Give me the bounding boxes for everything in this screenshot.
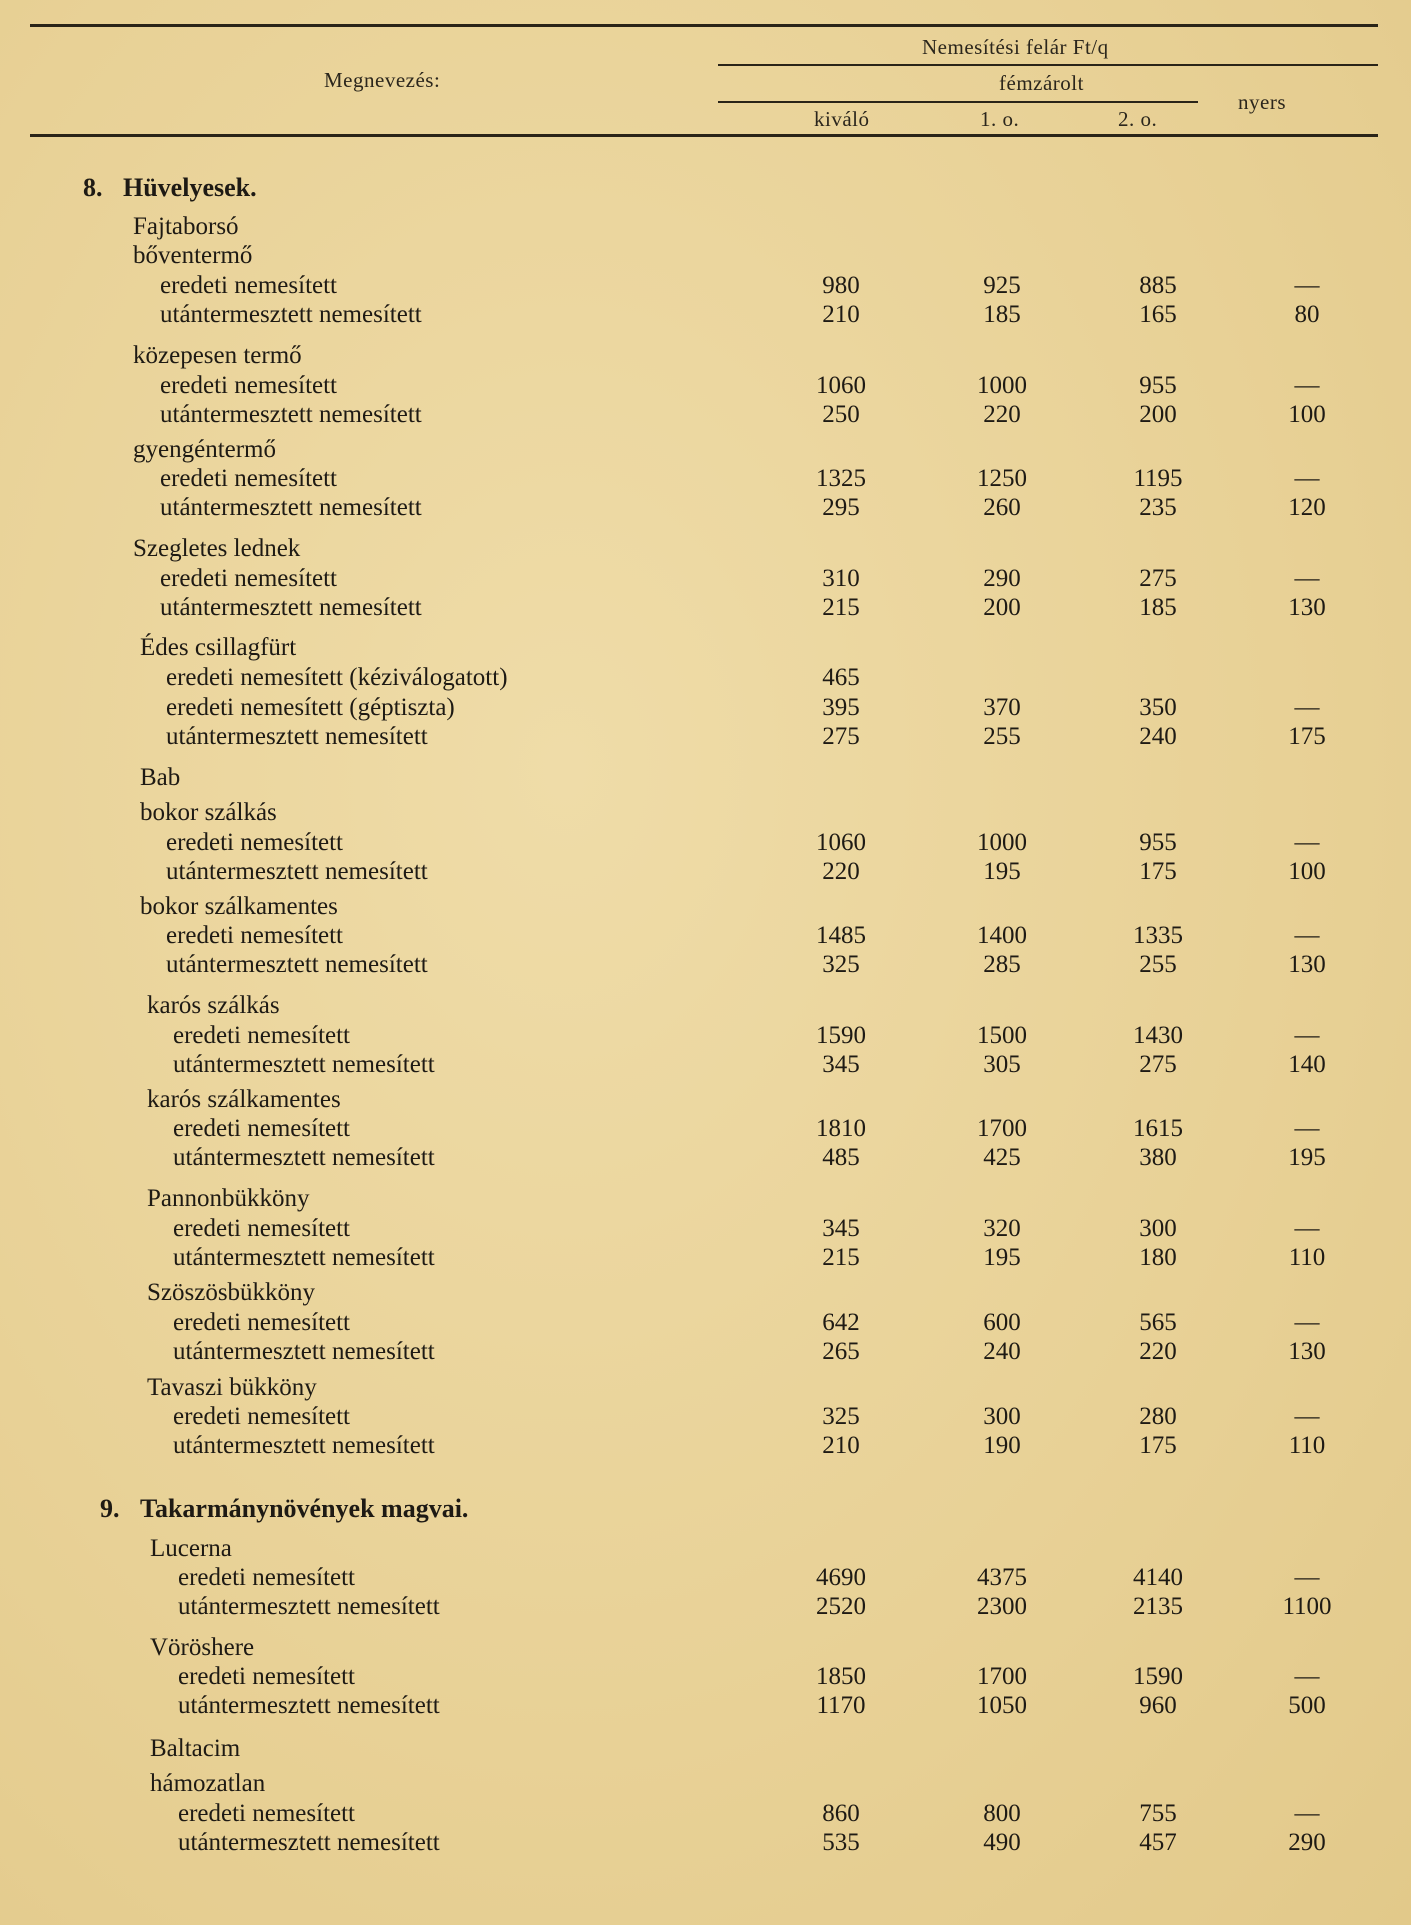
value-kivalo: 485: [822, 1144, 860, 1171]
table-row: [0, 1244, 1411, 1274]
header-nyers: nyers: [1238, 90, 1286, 114]
table-row: [0, 664, 1411, 694]
value-nyers: —: [1294, 1215, 1320, 1242]
value-nyers: —: [1294, 1800, 1320, 1827]
table-row: [0, 1185, 1411, 1215]
value-nyers: —: [1294, 1115, 1320, 1142]
row-label: Lucerna: [150, 1535, 232, 1562]
row-label: eredeti nemesített (kéziválogatott): [166, 664, 508, 691]
row-label: utántermesztett nemesített: [160, 401, 422, 428]
value-kivalo: 642: [822, 1309, 860, 1336]
value-2o: 457: [1139, 1829, 1177, 1856]
value-kivalo: 275: [822, 723, 860, 750]
value-kivalo: 220: [822, 858, 860, 885]
value-2o: 175: [1139, 1432, 1177, 1459]
value-1o: 1050: [977, 1692, 1027, 1719]
value-2o: 885: [1139, 272, 1177, 299]
value-nyers: 130: [1288, 594, 1326, 621]
row-label: utántermesztett nemesített: [178, 1593, 440, 1620]
table-row: [0, 1374, 1411, 1404]
row-label: Édes csillagfürt: [140, 634, 297, 661]
table-row: [0, 565, 1411, 595]
value-kivalo: 345: [822, 1215, 860, 1242]
value-2o: 275: [1139, 565, 1177, 592]
table-row: [0, 1279, 1411, 1309]
value-nyers: 100: [1288, 401, 1326, 428]
value-kivalo: 295: [822, 494, 860, 521]
value-2o: 1615: [1133, 1115, 1183, 1142]
value-2o: 255: [1139, 951, 1177, 978]
value-1o: 285: [983, 951, 1021, 978]
row-label: utántermesztett nemesített: [166, 723, 428, 750]
value-kivalo: 980: [822, 272, 860, 299]
table-row: [0, 1432, 1411, 1462]
value-kivalo: 1590: [816, 1022, 866, 1049]
row-label: eredeti nemesített: [178, 1663, 356, 1690]
value-kivalo: 4690: [816, 1564, 866, 1591]
table-row: [0, 342, 1411, 372]
value-1o: 195: [983, 858, 1021, 885]
row-label: eredeti nemesített: [160, 465, 338, 492]
value-2o: 180: [1139, 1244, 1177, 1271]
row-label: Bab: [140, 764, 181, 791]
table-row: [0, 272, 1411, 302]
row-label: utántermesztett nemesített: [178, 1829, 440, 1856]
row-label: karós szálkamentes: [147, 1086, 341, 1113]
row-label: utántermesztett nemesített: [160, 301, 422, 328]
value-nyers: —: [1294, 465, 1320, 492]
row-label: utántermesztett nemesített: [160, 494, 422, 521]
row-label: közepesen termő: [133, 342, 302, 369]
table-row: [0, 1770, 1411, 1800]
table-row: [0, 764, 1411, 794]
value-2o: 1195: [1133, 465, 1183, 492]
row-label: eredeti nemesített: [160, 565, 338, 592]
value-kivalo: 2520: [816, 1593, 866, 1620]
value-nyers: 500: [1288, 1692, 1326, 1719]
row-label: Szöszösbükköny: [147, 1279, 316, 1306]
header-1o: 1. o.: [980, 107, 1020, 131]
value-kivalo: 1325: [816, 465, 866, 492]
value-nyers: 80: [1294, 301, 1320, 328]
row-label: eredeti nemesített: [173, 1215, 351, 1242]
table-row: [0, 1215, 1411, 1245]
value-nyers: 130: [1288, 1338, 1326, 1365]
subgroup-header: fémzárolt: [999, 71, 1084, 95]
row-label: Fajtaborsó: [133, 213, 239, 240]
value-1o: 300: [983, 1403, 1021, 1430]
row-label: Pannonbükköny: [147, 1185, 310, 1212]
table-row: [0, 1051, 1411, 1081]
row-label: utántermesztett nemesített: [160, 594, 422, 621]
value-kivalo: 310: [822, 565, 860, 592]
value-1o: 600: [983, 1309, 1021, 1336]
value-1o: 1250: [977, 465, 1027, 492]
value-2o: 1430: [1133, 1022, 1183, 1049]
table-row: [0, 1309, 1411, 1339]
row-label: utántermesztett nemesített: [166, 858, 428, 885]
value-nyers: —: [1294, 829, 1320, 856]
table-row: [0, 1086, 1411, 1116]
column-name-header: Megnevezés:: [324, 68, 441, 92]
table-row: [0, 1564, 1411, 1594]
table-row: [0, 1535, 1411, 1565]
value-1o: 1400: [977, 922, 1027, 949]
value-nyers: —: [1294, 1663, 1320, 1690]
value-kivalo: 1060: [816, 829, 866, 856]
table-row: [0, 1144, 1411, 1174]
value-nyers: —: [1294, 272, 1320, 299]
value-nyers: —: [1294, 1403, 1320, 1430]
value-kivalo: 1060: [816, 372, 866, 399]
value-nyers: —: [1294, 1564, 1320, 1591]
table-row: [0, 922, 1411, 952]
value-2o: 1590: [1133, 1663, 1183, 1690]
value-2o: 165: [1139, 301, 1177, 328]
value-2o: 2135: [1133, 1593, 1183, 1620]
table-row: [0, 535, 1411, 565]
value-1o: 305: [983, 1051, 1021, 1078]
value-2o: 955: [1139, 829, 1177, 856]
group-header: Nemesítési felár Ft/q: [922, 35, 1109, 59]
subgroup-rule: [718, 101, 1198, 103]
value-kivalo: 250: [822, 401, 860, 428]
table-row: [0, 1022, 1411, 1052]
table-row: [0, 436, 1411, 466]
value-nyers: 290: [1288, 1829, 1326, 1856]
table-row: [0, 992, 1411, 1022]
row-label: bokor szálkamentes: [140, 893, 338, 920]
value-2o: 275: [1139, 1051, 1177, 1078]
value-2o: 280: [1139, 1403, 1177, 1430]
value-1o: 290: [983, 565, 1021, 592]
value-2o: 185: [1139, 594, 1177, 621]
value-kivalo: 265: [822, 1338, 860, 1365]
value-kivalo: 1810: [816, 1115, 866, 1142]
group-rule: [718, 64, 1378, 66]
value-nyers: 130: [1288, 951, 1326, 978]
table-row: [0, 213, 1411, 243]
row-label: Tavaszi bükköny: [147, 1374, 317, 1401]
value-1o: 1500: [977, 1022, 1027, 1049]
row-label: utántermesztett nemesített: [173, 1051, 435, 1078]
top-rule: [30, 24, 1378, 27]
value-nyers: —: [1294, 694, 1320, 721]
row-label: utántermesztett nemesített: [178, 1692, 440, 1719]
table-row: [0, 893, 1411, 923]
table-row: [0, 1800, 1411, 1830]
row-label: utántermesztett nemesített: [173, 1338, 435, 1365]
value-1o: 185: [983, 301, 1021, 328]
table-row: [0, 1403, 1411, 1433]
header-bottom-rule: [30, 134, 1378, 137]
row-label: Vöröshere: [150, 1634, 255, 1661]
value-1o: 4375: [977, 1564, 1027, 1591]
value-nyers: 1100: [1282, 1593, 1332, 1620]
row-label: Baltacim: [150, 1735, 241, 1762]
value-1o: 1000: [977, 372, 1027, 399]
table-row: [0, 301, 1411, 331]
section-number: 8.: [83, 173, 103, 202]
row-label: utántermesztett nemesített: [173, 1432, 435, 1459]
table-row: [0, 1735, 1411, 1765]
row-label: eredeti nemesített: [178, 1800, 356, 1827]
row-label: eredeti nemesített (géptiszta): [166, 694, 455, 721]
row-label: eredeti nemesített: [178, 1564, 356, 1591]
table-row: [0, 723, 1411, 753]
table-row: [0, 799, 1411, 829]
table-row: [0, 858, 1411, 888]
row-label: karós szálkás: [147, 992, 280, 1019]
table-row: [0, 494, 1411, 524]
row-label: bőventermő: [133, 242, 253, 269]
table-row: [0, 242, 1411, 272]
value-nyers: 195: [1288, 1144, 1326, 1171]
value-1o: 370: [983, 694, 1021, 721]
section-heading: [100, 1494, 468, 1524]
table-row: [0, 372, 1411, 402]
table-row: [0, 401, 1411, 431]
value-1o: 320: [983, 1215, 1021, 1242]
row-label: eredeti nemesített: [166, 922, 344, 949]
section-number: 9.: [100, 1494, 120, 1523]
value-kivalo: 215: [822, 1244, 860, 1271]
table-row: [0, 829, 1411, 859]
value-1o: 800: [983, 1800, 1021, 1827]
value-2o: 220: [1139, 1338, 1177, 1365]
value-2o: 1335: [1133, 922, 1183, 949]
value-kivalo: 210: [822, 301, 860, 328]
value-1o: 190: [983, 1432, 1021, 1459]
row-label: bokor szálkás: [140, 799, 277, 826]
value-1o: 925: [983, 272, 1021, 299]
value-2o: 300: [1139, 1215, 1177, 1242]
value-1o: 1700: [977, 1115, 1027, 1142]
header-2o: 2. o.: [1118, 107, 1158, 131]
value-kivalo: 1170: [816, 1692, 866, 1719]
table-row: [0, 465, 1411, 495]
value-kivalo: 1850: [816, 1663, 866, 1690]
value-1o: 260: [983, 494, 1021, 521]
row-label: eredeti nemesített: [173, 1309, 351, 1336]
value-kivalo: 210: [822, 1432, 860, 1459]
value-1o: 255: [983, 723, 1021, 750]
row-label: utántermesztett nemesített: [173, 1244, 435, 1271]
value-2o: 380: [1139, 1144, 1177, 1171]
table-row: [0, 634, 1411, 664]
section-title: Hüvelyesek.: [123, 173, 257, 202]
value-1o: 2300: [977, 1593, 1027, 1620]
value-1o: 240: [983, 1338, 1021, 1365]
value-kivalo: 465: [822, 664, 860, 691]
row-label: utántermesztett nemesített: [173, 1144, 435, 1171]
value-2o: 4140: [1133, 1564, 1183, 1591]
value-nyers: —: [1294, 372, 1320, 399]
value-2o: 350: [1139, 694, 1177, 721]
row-label: eredeti nemesített: [173, 1115, 351, 1142]
value-1o: 490: [983, 1829, 1021, 1856]
value-2o: 755: [1139, 1800, 1177, 1827]
value-kivalo: 395: [822, 694, 860, 721]
value-kivalo: 325: [822, 951, 860, 978]
table-row: [0, 951, 1411, 981]
value-nyers: —: [1294, 1022, 1320, 1049]
header-kivalo: kiváló: [814, 107, 870, 131]
value-2o: 960: [1139, 1692, 1177, 1719]
table-row: [0, 1115, 1411, 1145]
value-kivalo: 1485: [816, 922, 866, 949]
row-label: gyengéntermő: [133, 436, 277, 463]
row-label: eredeti nemesített: [160, 372, 338, 399]
value-kivalo: 345: [822, 1051, 860, 1078]
value-kivalo: 325: [822, 1403, 860, 1430]
value-nyers: —: [1294, 1309, 1320, 1336]
value-2o: 235: [1139, 494, 1177, 521]
value-2o: 175: [1139, 858, 1177, 885]
row-label: eredeti nemesített: [173, 1022, 351, 1049]
value-nyers: —: [1294, 565, 1320, 592]
value-2o: 565: [1139, 1309, 1177, 1336]
value-nyers: 140: [1288, 1051, 1326, 1078]
value-nyers: 175: [1288, 723, 1326, 750]
table-row: [0, 1692, 1411, 1722]
value-1o: 200: [983, 594, 1021, 621]
table-row: [0, 694, 1411, 724]
value-nyers: 100: [1288, 858, 1326, 885]
row-label: hámozatlan: [150, 1770, 266, 1797]
table-row: [0, 594, 1411, 624]
table-row: [0, 1663, 1411, 1693]
section-heading: [83, 173, 257, 203]
value-1o: 1000: [977, 829, 1027, 856]
table-row: [0, 1338, 1411, 1368]
value-1o: 1700: [977, 1663, 1027, 1690]
row-label: eredeti nemesített: [166, 829, 344, 856]
value-2o: 240: [1139, 723, 1177, 750]
value-1o: 195: [983, 1244, 1021, 1271]
value-1o: 220: [983, 401, 1021, 428]
value-2o: 955: [1139, 372, 1177, 399]
value-kivalo: 215: [822, 594, 860, 621]
value-2o: 200: [1139, 401, 1177, 428]
value-nyers: 110: [1288, 1244, 1326, 1271]
value-kivalo: 860: [822, 1800, 860, 1827]
table-row: [0, 1829, 1411, 1859]
value-1o: 425: [983, 1144, 1021, 1171]
table-row: [0, 1593, 1411, 1623]
value-nyers: 120: [1288, 494, 1326, 521]
row-label: utántermesztett nemesített: [166, 951, 428, 978]
row-label: Szegletes lednek: [133, 535, 301, 562]
table-row: [0, 1634, 1411, 1664]
value-kivalo: 535: [822, 1829, 860, 1856]
row-label: eredeti nemesített: [160, 272, 338, 299]
section-title: Takarmánynövények magvai.: [140, 1494, 469, 1523]
row-label: eredeti nemesített: [173, 1403, 351, 1430]
value-nyers: —: [1294, 922, 1320, 949]
value-nyers: 110: [1288, 1432, 1326, 1459]
